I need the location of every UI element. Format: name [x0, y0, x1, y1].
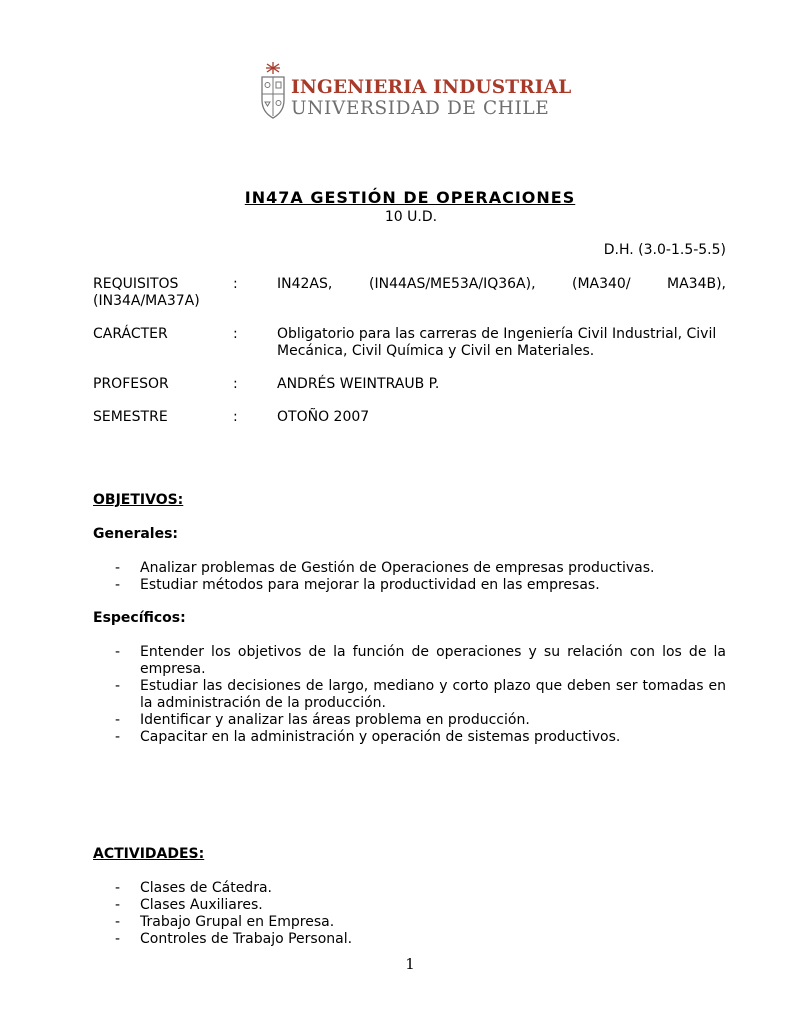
course-hours: D.H. (3.0-1.5-5.5): [603, 242, 726, 258]
profesor-colon: :: [233, 376, 238, 392]
requisitos-value-1: IN42AS,: [277, 276, 333, 292]
semestre-value: OTOÑO 2007: [277, 409, 370, 425]
list-item: [93, 678, 726, 712]
list-item-text: Estudiar métodos para mejorar la productividad en las empresas.: [140, 577, 600, 593]
actividades-list: [93, 880, 726, 948]
semestre-label: SEMESTRE: [93, 409, 168, 425]
bullet-dash: -: [115, 897, 121, 913]
list-item: [93, 914, 726, 931]
list-item: [93, 897, 726, 914]
requisitos-value-4: MA34B),: [667, 276, 726, 292]
list-item-text: Controles de Trabajo Personal.: [140, 931, 353, 947]
list-item: [93, 729, 726, 746]
list-item-text: Trabajo Grupal en Empresa.: [140, 914, 335, 930]
caracter-colon: :: [233, 326, 238, 342]
caracter-label: CARÁCTER: [93, 326, 168, 342]
requisitos-label: REQUISITOS: [93, 276, 179, 292]
bullet-dash: -: [115, 560, 121, 576]
bullet-dash: -: [115, 880, 121, 896]
list-item-text: Identificar y analizar las áreas problema en producción.: [140, 712, 530, 728]
bullet-dash: -: [115, 729, 121, 745]
bullet-dash: -: [115, 678, 121, 694]
profesor-label: PROFESOR: [93, 376, 169, 392]
list-item: [93, 880, 726, 897]
especificos-list: [93, 644, 726, 746]
profesor-value: ANDRÉS WEINTRAUB P.: [277, 376, 440, 392]
bullet-dash: -: [115, 712, 121, 728]
list-item-text: Clases Auxiliares.: [140, 897, 263, 913]
course-title: IN47A GESTIÓN DE OPERACIONES: [244, 188, 576, 207]
university-logo: [258, 60, 572, 122]
list-item-text: Capacitar en la administración y operación de sistemas productivos.: [140, 729, 621, 745]
list-item-text: Clases de Cátedra.: [140, 880, 272, 896]
bullet-dash: -: [115, 931, 121, 947]
logo-line-2: UNIVERSIDAD DE CHILE: [291, 98, 550, 119]
bullet-dash: -: [115, 577, 121, 593]
list-item: [93, 712, 726, 729]
bullet-dash: -: [115, 644, 121, 660]
list-item-text: Estudiar las decisiones de largo, mediano y corto plazo que deben ser tomadas en la administración de la producción.: [140, 678, 726, 711]
objetivos-heading: OBJETIVOS:: [93, 492, 184, 508]
list-item: [93, 931, 726, 948]
logo-line-1: INGENIERIA INDUSTRIAL: [291, 77, 572, 98]
list-item-text: Entender los objetivos de la función de operaciones y su relación con los de la empresa.: [140, 644, 726, 677]
list-item: [93, 644, 726, 678]
semestre-colon: :: [233, 409, 238, 425]
bullet-dash: -: [115, 914, 121, 930]
course-units: 10 U.D.: [384, 209, 438, 225]
university-seal-icon: [258, 60, 288, 122]
list-item: [93, 577, 726, 594]
requisitos-colon: :: [233, 276, 238, 292]
requisitos-value-3: (MA340/: [572, 276, 631, 292]
caracter-value: Obligatorio para las carreras de Ingeniería Civil Industrial, Civil Mecánica, Civil Química y Civil en Materiales.: [277, 326, 717, 359]
list-item-text: Analizar problemas de Gestión de Operaciones de empresas productivas.: [140, 560, 655, 576]
generales-list: [93, 560, 726, 594]
especificos-heading: Específicos:: [93, 610, 186, 626]
requisitos-value-2: (IN44AS/ME53A/IQ36A),: [369, 276, 536, 292]
page-number: 1: [405, 955, 415, 973]
actividades-heading: ACTIVIDADES:: [93, 846, 205, 862]
list-item: [93, 560, 726, 577]
requisitos-continuation: (IN34A/MA37A): [93, 293, 200, 309]
generales-heading: Generales:: [93, 526, 179, 542]
